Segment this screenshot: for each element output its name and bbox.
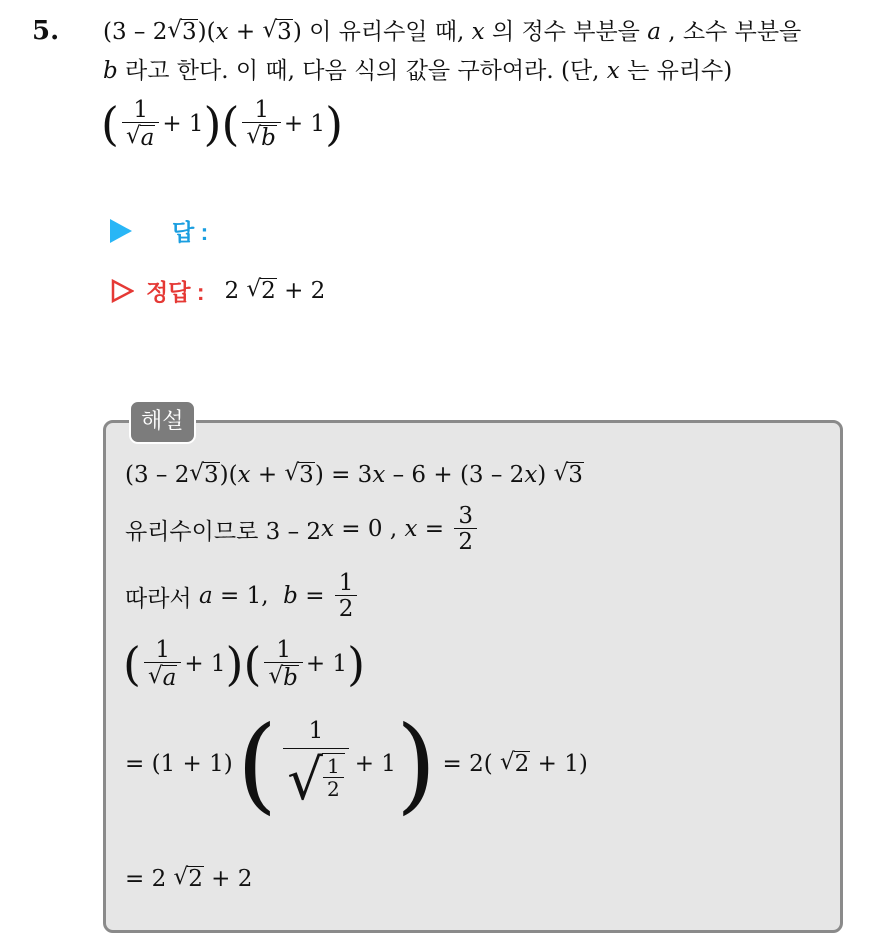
solution-line-2: 유리수이므로 3 – 2 x = 0 , x = $\frac{3}{2}$: [125, 504, 480, 554]
solution-line-6: = 2 √ 2 + 2: [125, 864, 253, 893]
solution-line-1: (3 – 2 √ 3 )( x + √ 3 ) = 3 x – 6 + (3 – 2 x ) √ 3: [125, 460, 583, 489]
outline-triangle-icon: [110, 279, 134, 303]
question-line-1: (3 – 2 √ 3 )( x + √ 3 ) 이 유리수일 때, x 의 정수 부분을 a , 소수 부분을: [103, 17, 802, 46]
sqrt-3: √ 3: [167, 17, 197, 46]
solution-tag: 해설: [129, 400, 196, 444]
question-expression: ( 1 √ a + 1 ) ( 1 √ b + 1 ): [101, 97, 344, 152]
solution-line-5: = (1 + 1) ( 1 √ $\frac{1}{2}$ + 1 ) = 2( √ 2 + 1): [125, 703, 588, 825]
correct-answer-value: 2 √ 2 + 2: [224, 275, 326, 304]
play-triangle-icon: [110, 219, 132, 243]
correct-answer-row: [110, 274, 325, 307]
correct-answer-label: 정답 :: [146, 279, 205, 305]
answer-row: [110, 214, 208, 247]
sqrt-3: √ 3: [262, 17, 292, 46]
answer-label: 답 :: [172, 219, 209, 245]
solution-line-3: 따라서 a = 1, b = $\frac{1}{2}$: [125, 571, 360, 621]
question-line-2: b 라고 한다. 이 때, 다음 식의 값을 구하여라. (단, x 는 유리수): [103, 58, 733, 84]
question-number: 5.: [32, 16, 60, 46]
solution-line-4: ( 1 √ a + 1 ) ( 1 √ b + 1 ): [123, 637, 366, 692]
